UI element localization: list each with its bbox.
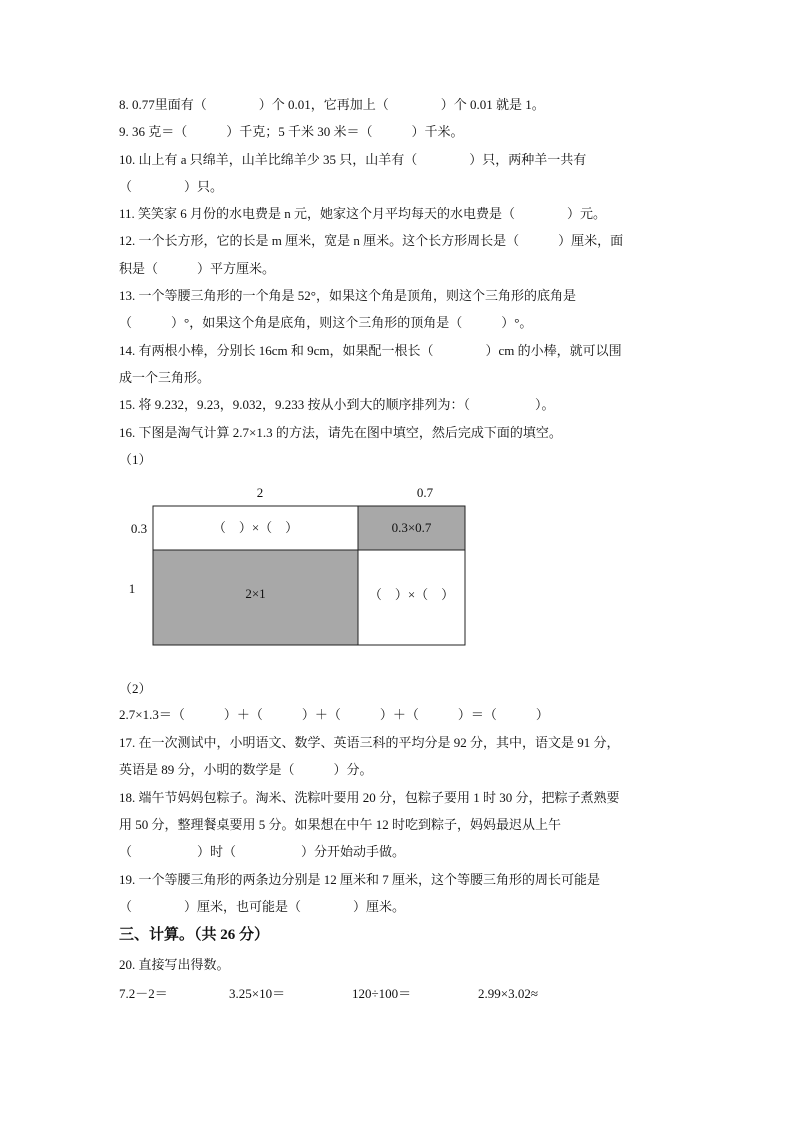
question-17-cont: 英语是 89 分，小明的数学是（ ）分。 <box>119 762 373 777</box>
question-18-cont2: （ ）时（ ）分开始动手做。 <box>119 844 406 859</box>
question-10-cont: （ ）只。 <box>119 179 224 194</box>
question-13-cont: （ ）°，如果这个角是底角，则这个三角形的顶角是（ ）°。 <box>119 315 533 330</box>
row-label-0-3: 0.3 <box>130 521 148 536</box>
calc-item: 2.99×3.02≈ <box>478 986 538 1001</box>
col-label-2: 2 <box>256 485 264 500</box>
part-2-equation: 2.7×1.3＝（ ）＋（ ）＋（ ）＋（ ）＝（ ） <box>119 707 549 722</box>
question-18-cont: 用 50 分，整理餐桌要用 5 分。如果想在中午 12 时吃到粽子，妈妈最迟从上午 <box>119 817 562 832</box>
cell-top-right: 0.3×0.7 <box>391 520 432 535</box>
col-label-0-7: 0.7 <box>416 485 434 500</box>
question-9: 9. 36 克＝（ ）千克；5 千米 30 米＝（ ）千米。 <box>119 124 464 139</box>
cell-top-left[interactable]: （ ）×（ ） <box>212 520 299 535</box>
question-19: 19. 一个等腰三角形的两条边分别是 12 厘米和 7 厘米，这个等腰三角形的周长可能是 <box>119 872 601 887</box>
part-1-label: （1） <box>119 452 152 467</box>
question-16: 16. 下图是淘气计算 2.7×1.3 的方法，请先在图中填空，然后完成下面的填空。 <box>119 425 562 440</box>
question-14: 14. 有两根小棒，分别长 16cm 和 9cm，如果配一根长（ ）cm 的小棒，就可以围 <box>119 343 622 358</box>
question-12: 12. 一个长方形，它的长是 m 厘米，宽是 n 厘米。这个长方形周长是（ ）厘米，面 <box>119 233 624 248</box>
question-10: 10. 山上有 a 只绵羊，山羊比绵羊少 35 只，山羊有（ ）只，两种羊一共有 <box>119 152 587 167</box>
part-2-label: （2） <box>119 681 152 696</box>
question-11: 11. 笑笑家 6 月份的水电费是 n 元，她家这个月平均每天的水电费是（ ）元。 <box>119 206 607 221</box>
question-8: 8. 0.77里面有（ ）个 0.01，它再加上（ ）个 0.01 就是 1。 <box>119 97 545 112</box>
section-heading: 三、计算。（共 26 分） <box>119 927 270 943</box>
row-label-1: 1 <box>128 581 136 596</box>
cell-bottom-right[interactable]: （ ）×（ ） <box>368 587 455 602</box>
question-19-cont: （ ）厘米，也可能是（ ）厘米。 <box>119 899 406 914</box>
question-20: 20. 直接写出得数。 <box>119 957 230 972</box>
calc-item: 3.25×10＝ <box>229 986 286 1001</box>
question-15: 15. 将 9.232，9.23，9.032，9.233 按从小到大的顺序排列为：（ ）。 <box>119 397 555 412</box>
cell-bottom-left: 2×1 <box>245 586 266 601</box>
question-14-cont: 成一个三角形。 <box>119 370 211 385</box>
question-17: 17. 在一次测试中，小明语文、数学、英语三科的平均分是 92 分，其中，语文是 91 分， <box>119 735 620 750</box>
calc-item: 120÷100＝ <box>352 986 412 1001</box>
calc-item: 7.2－2＝ <box>119 986 168 1001</box>
question-12-cont: 积是（ ）平方厘米。 <box>119 261 276 276</box>
question-13: 13. 一个等腰三角形的一个角是 52°，如果这个角是顶角，则这个三角形的底角是 <box>119 288 576 303</box>
question-18: 18. 端午节妈妈包粽子。淘米、洗粽叶要用 20 分，包粽子要用 1 时 30 分，把粽子煮熟要 <box>119 790 620 805</box>
